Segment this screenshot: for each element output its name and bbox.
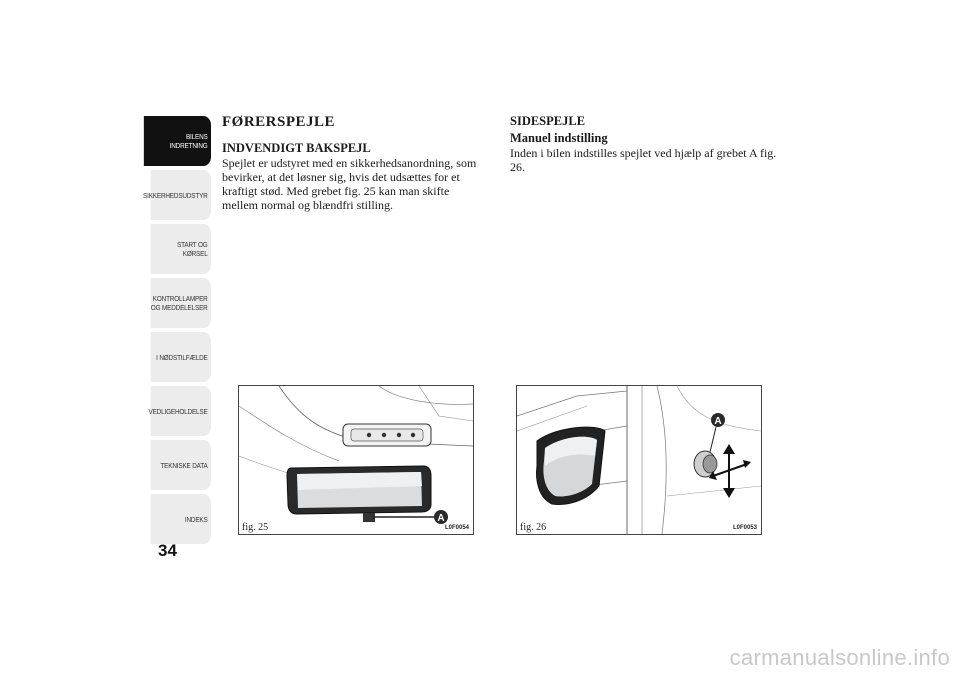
svg-text:A: A [714, 416, 722, 427]
side-mirror-body: Inden i bilen indstilles spejlet ved hjælp af grebet A fig. 26. [510, 146, 777, 174]
side-mirror-illustration [517, 386, 761, 534]
figure-26 [516, 385, 762, 535]
tab-vedligeholdelse[interactable]: VEDLIGEHOLDELSE [151, 386, 211, 436]
tab-sikkerhedsudstyr[interactable]: SIKKERHEDSUDSTYR [151, 170, 211, 220]
tab-kontrollamper[interactable]: KONTROLLAMPER OG MEDDELELSER [151, 278, 211, 328]
tab-tekniske-data[interactable]: TEKNISKE DATA [151, 440, 211, 490]
figure-caption: fig. 25 [242, 522, 269, 533]
tab-bilens-indretning[interactable]: BILENS INDRETNING [144, 116, 211, 166]
side-mirror-subtitle: Manuel indstilling [510, 131, 608, 145]
figure-25 [238, 385, 474, 535]
tab-i-nodstilfaelde[interactable]: I NØDSTILFÆLDE [151, 332, 211, 382]
section-title: FØRERSPEJLE [222, 114, 336, 130]
svg-text:A: A [437, 513, 445, 524]
watermark: carmanualsonline.info [729, 645, 950, 670]
section-subtitle: INDVENDIGT BAKSPEJL [222, 141, 371, 155]
tab-start-og-korsel[interactable]: START OG KØRSEL [151, 224, 211, 274]
side-mirror-title: SIDESPEJLE [510, 114, 586, 128]
page-number: 34 [158, 541, 177, 560]
rearview-mirror-illustration [239, 386, 473, 534]
figure-code: L0F0054 [444, 525, 469, 531]
tab-indeks[interactable]: INDEKS [151, 494, 211, 544]
figure-caption: fig. 26 [520, 522, 547, 533]
figure-code: L0F0053 [732, 525, 757, 531]
section-body: Spejlet er udstyret med en sikkerhedsanordning, som bevirker, at det løsner sig, hvis det udsættes for et kraftigt stød. Med grebet fig. 25 kan man skifte mellem normal og blændfri stilling. [222, 156, 477, 212]
